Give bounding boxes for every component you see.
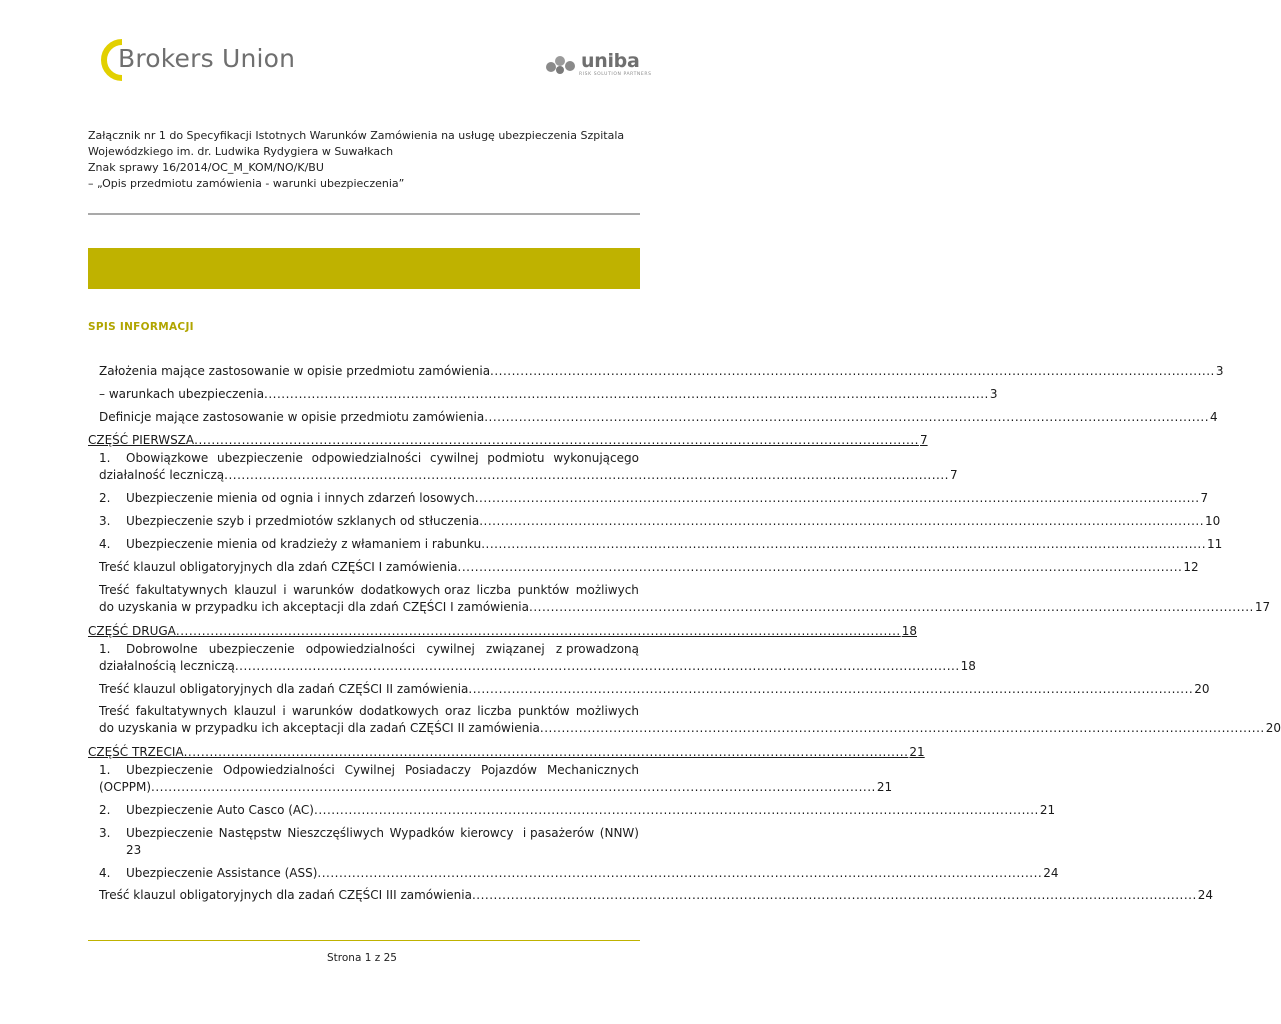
toc-word: z prowadzoną: [555, 642, 639, 656]
divider-bottom: [88, 940, 640, 941]
toc-leader: ........................................................................................................................................................................: [264, 387, 989, 401]
uniba-logo: [545, 50, 652, 80]
attachment-line: Wojewódzkiego im. dr. Ludwika Rydygiera w Suwałkach: [88, 145, 394, 158]
toc-entry-line2[interactable]: [99, 468, 958, 482]
toc-part-title: CZĘŚĆ DRUGA: [88, 624, 176, 638]
brokers-union-logo-text: Brokers Union: [118, 44, 296, 73]
toc-entry-title: działalność leczniczą: [99, 468, 225, 482]
toc-word: klauzul: [234, 583, 277, 597]
toc-leader: ........................................................................................................................................................................: [175, 624, 901, 638]
toc-entry[interactable]: [99, 387, 998, 401]
toc-entry-title: Treść klauzul obligatoryjnych dla zadań CZĘŚCI III zamówienia: [99, 888, 472, 902]
toc-word: możliwych: [575, 583, 639, 597]
toc-word: Cywilnej: [344, 763, 395, 777]
toc-part-title: CZĘŚĆ TRZECIA: [88, 745, 184, 759]
toc-entry-title: działalnością leczniczą: [99, 659, 235, 673]
toc-entry-page: 7: [919, 433, 928, 447]
title-band: [88, 248, 640, 289]
toc-word: Dobrowolne: [126, 642, 198, 656]
toc-leader: ........................................................................................................................................................................: [539, 721, 1265, 735]
toc-entry-title: Ubezpieczenie Assistance (ASS): [126, 866, 318, 880]
attachment-line: Załącznik nr 1 do Specyfikacji Istotnych Warunków Zamówienia na usługę ubezpieczenia Szpitala: [88, 129, 625, 142]
toc-entry-line1[interactable]: [99, 704, 639, 718]
toc-entry-number: 1.: [99, 451, 111, 465]
divider-top: [88, 213, 640, 215]
toc-word: dodatkowych oraz: [360, 583, 470, 597]
toc-entry-title: Ubezpieczenie Auto Casco (AC): [126, 803, 314, 817]
toc-entry-title: Ubezpieczenie mienia od ognia i innych zdarzeń losowych: [126, 491, 475, 505]
toc-entry-line1[interactable]: [99, 583, 639, 597]
toc-entry-title: do uzyskania w przypadku ich akceptacji dla zadań CZĘŚCI II zamówienia: [99, 721, 540, 735]
toc-entry-title: – warunkach ubezpieczenia: [99, 387, 265, 401]
toc-word: liczba: [476, 583, 512, 597]
toc-entry-page: 3: [1215, 364, 1224, 378]
toc-word: odpowiedzialności: [305, 642, 416, 656]
toc-entry-number: 2.: [99, 491, 111, 505]
toc-word: klauzul: [233, 704, 277, 718]
toc-word: Treść: [99, 583, 130, 597]
toc-entry-number: 4.: [99, 866, 111, 880]
toc-word: ubezpieczenie: [208, 642, 295, 656]
toc-word: cywilnej: [429, 451, 479, 465]
toc-entry-page: 24: [1197, 888, 1214, 902]
toc-leader: ........................................................................................................................................................................: [529, 600, 1254, 614]
toc-entry-title: Ubezpieczenie mienia od kradzieży z włamaniem i rabunku: [126, 537, 482, 551]
toc-entry[interactable]: [99, 410, 1218, 424]
toc-leader: ........................................................................................................................................................................: [474, 491, 1200, 505]
toc-entry-line2[interactable]: [99, 659, 976, 673]
toc-entry[interactable]: [99, 491, 1209, 505]
toc-word: liczba: [477, 704, 512, 718]
toc-entry-title: Treść klauzul obligatoryjnych dla zdań CZĘŚCI I zamówienia: [99, 560, 458, 574]
toc-word: fakultatywnych: [135, 704, 228, 718]
toc-leader: ........................................................................................................................................................................: [457, 560, 1183, 574]
toc-word: punktów: [517, 704, 570, 718]
toc-word: Pojazdów: [481, 763, 537, 777]
toc-entry-page: 21: [1039, 803, 1056, 817]
toc-word: oraz: [445, 704, 471, 718]
toc-entry-number: 4.: [99, 537, 111, 551]
toc-word: cywilnej: [426, 642, 475, 656]
toc-entry-line2[interactable]: [99, 600, 1271, 614]
toc-entry-title: Definicje mające zastosowanie w opisie przedmiotu zamówienia: [99, 410, 485, 424]
toc-heading: SPIS INFORMACJI: [88, 321, 194, 333]
toc-entry-line1[interactable]: [99, 451, 639, 465]
toc-word: punktów: [517, 583, 570, 597]
toc-entry-title: do uzyskania w przypadku ich akceptacji dla zdań CZĘŚCI I zamówienia: [99, 600, 529, 614]
toc-entry-page: 18: [960, 659, 976, 673]
toc-leader: ........................................................................................................................................................................: [490, 364, 1215, 378]
toc-word: ubezpieczenie: [217, 451, 303, 465]
brokers-union-logo: [88, 38, 296, 82]
toc-entry-title: Ubezpieczenie szyb i przedmiotów szklanych od stłuczenia: [126, 514, 480, 528]
toc-entry[interactable]: [99, 514, 1221, 528]
toc-entry[interactable]: [99, 537, 1223, 551]
page-footer: Strona 1 z 25: [327, 952, 397, 964]
toc-entry-page: 20: [1194, 682, 1210, 696]
uniba-dots-icon: [545, 53, 579, 75]
uniba-logo-name: uniba: [581, 50, 640, 72]
toc-word: wykonującego: [553, 451, 639, 465]
toc-word: Mechanicznych: [546, 763, 639, 777]
page-header: [0, 0, 724, 100]
toc-entry-number: 3.: [99, 514, 111, 528]
toc-leader: ........................................................................................................................................................................: [224, 468, 949, 482]
toc-entry-page: 21: [876, 780, 893, 794]
toc-entry[interactable]: [99, 560, 1199, 574]
toc-word: fakultatywnych: [136, 583, 228, 597]
toc-word: związanej: [485, 642, 545, 656]
toc-entry-page: 7: [1200, 491, 1209, 505]
toc-leader: ........................................................................................................................................................................: [194, 433, 919, 447]
toc-word: Obowiązkowe: [126, 451, 209, 465]
toc-leader: ........................................................................................................................................................................: [317, 866, 1043, 880]
toc-word: odpowiedzialności: [311, 451, 422, 465]
toc-leader: ........................................................................................................................................................................: [234, 659, 960, 673]
toc-leader: ........................................................................................................................................................................: [183, 745, 909, 759]
toc-word: podmiotu: [487, 451, 545, 465]
toc-word: Nieszczęśliwych: [287, 826, 384, 840]
toc-entry-number: 1.: [99, 642, 111, 656]
toc-entry-page: 20: [1265, 721, 1281, 735]
toc-entry-page: 24: [1043, 866, 1059, 880]
toc-part-title: CZĘŚĆ PIERWSZA: [88, 433, 195, 447]
toc-entry-title: Treść klauzul obligatoryjnych dla zadań CZĘŚCI II zamówienia: [99, 682, 469, 696]
toc-word: (NNW): [599, 826, 639, 840]
toc-leader: ........................................................................................................................................................................: [484, 410, 1210, 424]
toc-entry-title: Założenia mające zastosowanie w opisie przedmiotu zamówienia: [99, 364, 491, 378]
toc-leader: ........................................................................................................................................................................: [479, 514, 1205, 528]
toc-entry-number: 1.: [99, 763, 111, 777]
toc-word: Ubezpieczenie: [126, 826, 214, 840]
toc-word: i: [282, 704, 286, 718]
toc-word: warunków: [293, 583, 355, 597]
uniba-logo-tagline: RISK SOLUTION PARTNERS: [579, 72, 652, 77]
toc-entry[interactable]: [99, 866, 1059, 880]
toc-entry-page: 12: [1183, 560, 1199, 574]
toc-entry-page: 21: [909, 745, 925, 759]
toc-entry-title: (OCPPM): [99, 780, 152, 794]
toc-part-druga[interactable]: [88, 624, 917, 638]
toc-entry-page: 11: [1207, 537, 1223, 551]
toc-entry-number: 3.: [99, 826, 111, 840]
toc-word: warunków: [291, 704, 353, 718]
toc-word: Posiadaczy: [404, 763, 472, 777]
toc-word: Wypadków: [389, 826, 455, 840]
toc-leader: ........................................................................................................................................................................: [471, 888, 1197, 902]
toc-word: i: [283, 583, 287, 597]
toc-entry[interactable]: [99, 888, 1214, 902]
toc-entry-line1[interactable]: [99, 763, 639, 777]
toc-leader: ........................................................................................................................................................................: [151, 780, 876, 794]
toc-entry[interactable]: [99, 803, 1056, 817]
toc-part-trzecia[interactable]: [88, 745, 925, 759]
toc-word: kierowcy: [460, 826, 514, 840]
toc-entry-line1[interactable]: [99, 642, 639, 656]
toc-entry-line2[interactable]: [99, 780, 893, 794]
toc-entry-page[interactable]: 23: [126, 843, 142, 857]
toc-word: dodatkowych: [359, 704, 439, 718]
toc-leader: ........................................................................................................................................................................: [314, 803, 1039, 817]
toc-word: Treść: [99, 704, 130, 718]
toc-word: możliwych: [575, 704, 639, 718]
toc-entry-page: 17: [1254, 600, 1271, 614]
toc-entry-line1[interactable]: [99, 826, 639, 840]
toc-word: Odpowiedzialności: [223, 763, 335, 777]
attachment-block: [88, 128, 648, 192]
toc-leader: ........................................................................................................................................................................: [468, 682, 1194, 696]
toc-entry-page: 4: [1210, 410, 1218, 424]
toc-part-pierwsza[interactable]: [88, 433, 928, 447]
toc-entry[interactable]: [99, 364, 1224, 378]
toc-word: Ubezpieczenie: [126, 763, 214, 777]
toc-word: Następstw: [218, 826, 282, 840]
toc-entry[interactable]: [99, 682, 1210, 696]
toc-leader: ........................................................................................................................................................................: [481, 537, 1207, 551]
toc-entry-page: 10: [1205, 514, 1221, 528]
attachment-line: Znak sprawy 16/2014/OC_M_KOM/NO/K/BU: [88, 161, 324, 174]
toc-entry-number: 2.: [99, 803, 111, 817]
toc-entry-line2[interactable]: [99, 721, 1281, 735]
toc-entry-page: 3: [989, 387, 998, 401]
toc-word: i pasażerów: [519, 826, 595, 840]
toc-entry-page: 7: [949, 468, 958, 482]
toc-entry-page: 18: [901, 624, 917, 638]
attachment-line: – „Opis przedmiotu zamówienia - warunki ubezpieczenia”: [88, 177, 405, 190]
